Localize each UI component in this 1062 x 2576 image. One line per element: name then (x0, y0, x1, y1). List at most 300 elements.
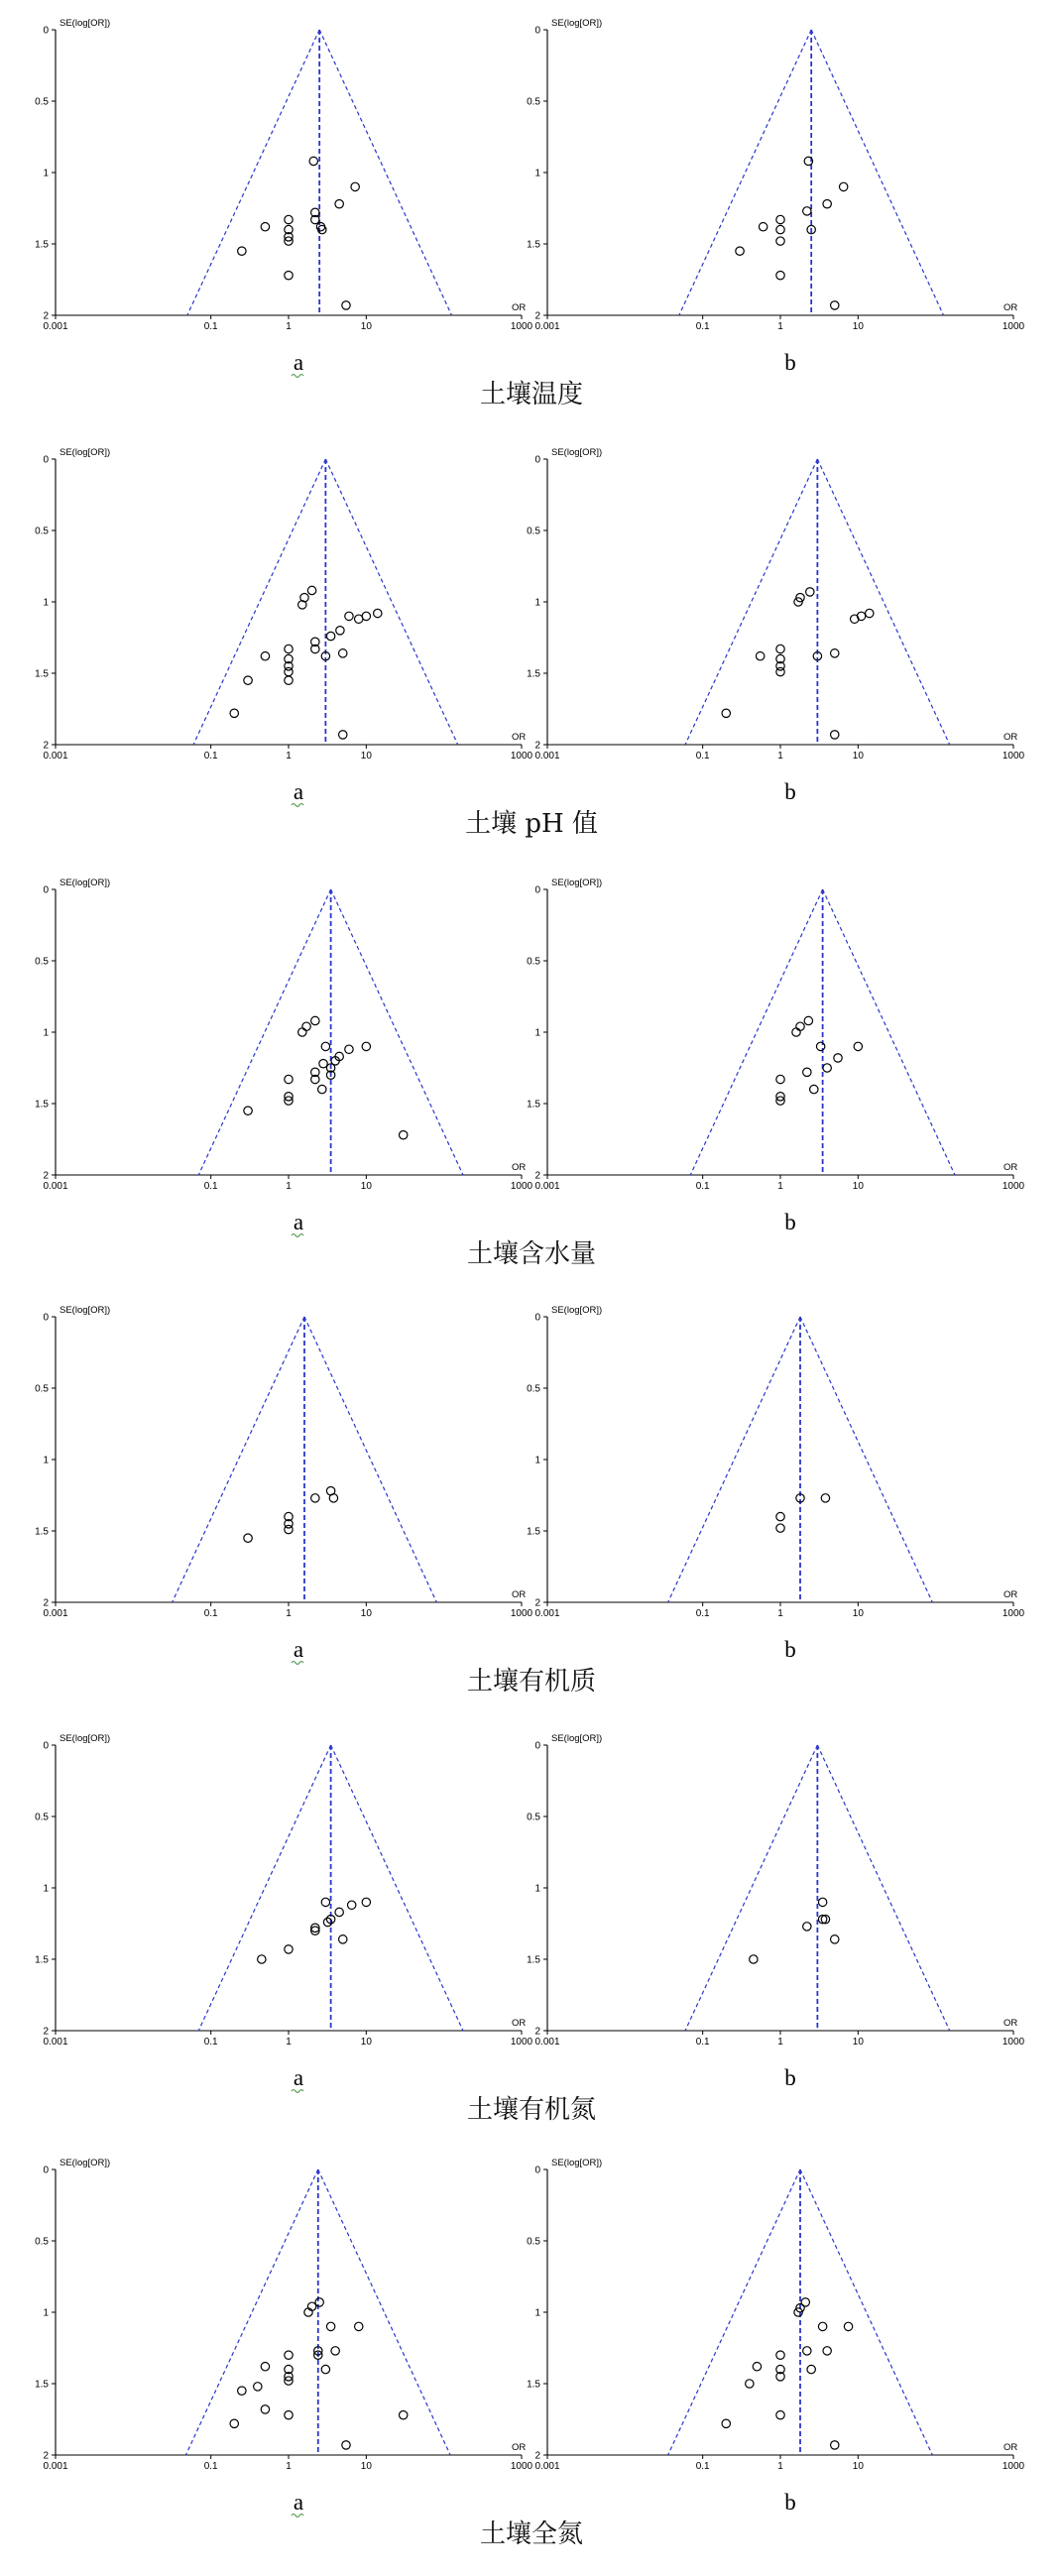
y-tick-label: 1 (43, 597, 49, 609)
x-tick-label: 10 (360, 2037, 372, 2048)
study-point (722, 2419, 730, 2427)
study-point (831, 731, 839, 739)
figure-row-title: 土壤全氮 (479, 2519, 584, 2549)
x-tick-label: 0.001 (534, 2037, 560, 2048)
study-point (807, 2365, 815, 2373)
study-point (804, 1016, 812, 1024)
x-axis-label: OR (512, 1589, 527, 1600)
y-axis-label: SE(log[OR]) (551, 447, 603, 458)
study-point (331, 2347, 339, 2355)
x-tick-label: 0.001 (43, 1608, 68, 1619)
panel-label: b (784, 2490, 796, 2515)
panel-label: a (293, 350, 304, 375)
x-tick-label: 0.1 (695, 2461, 710, 2472)
study-point (816, 1042, 824, 1050)
figure-row-title: 土壤有机氮 (466, 2095, 597, 2125)
panel-label: a (293, 779, 304, 804)
y-tick-label: 2 (43, 1170, 49, 1182)
y-tick-label: 1 (534, 168, 540, 179)
x-axis-label: OR (1003, 302, 1018, 313)
study-point (831, 301, 839, 309)
x-tick-label: 0.1 (203, 751, 218, 761)
y-tick-label: 2 (534, 2026, 540, 2038)
y-axis-label: SE(log[OR]) (59, 878, 111, 888)
funnel-plot-2-b (527, 447, 1024, 804)
x-axis-label: OR (1003, 2442, 1018, 2453)
study-point (339, 649, 347, 657)
y-tick-label: 0.5 (35, 1383, 49, 1395)
x-tick-label: 1 (286, 1181, 292, 1192)
x-tick-label: 1000 (1002, 751, 1025, 761)
x-tick-label: 10 (852, 2461, 864, 2472)
study-point (776, 1512, 784, 1520)
x-tick-label: 1 (286, 2461, 292, 2472)
funnel-right-limit (800, 1317, 932, 1602)
study-point (818, 2322, 826, 2330)
study-point (285, 2410, 293, 2418)
study-point (776, 237, 784, 245)
x-axis-label: OR (512, 302, 527, 313)
x-axis-label: OR (1003, 732, 1018, 743)
funnel-right-limit (331, 1745, 463, 2031)
study-point (866, 609, 874, 617)
x-tick-label: 0.1 (203, 321, 218, 332)
y-tick-label: 2 (43, 2450, 49, 2462)
y-tick-label: 2 (534, 2450, 540, 2462)
x-tick-label: 1 (777, 1181, 783, 1192)
x-tick-label: 1 (777, 2037, 783, 2048)
x-axis-label: OR (1003, 1162, 1018, 1173)
x-tick-label: 0.001 (534, 321, 560, 332)
funnel-plot-6-b (527, 2158, 1024, 2515)
study-point (831, 1935, 839, 1943)
y-tick-label: 1 (534, 1883, 540, 1895)
study-point (821, 1494, 829, 1502)
study-point (792, 1028, 800, 1036)
y-tick-label: 0 (534, 454, 540, 466)
y-tick-label: 0 (534, 25, 540, 37)
study-point (831, 2441, 839, 2449)
funnel-plot-6-a (35, 2158, 532, 2517)
study-point (345, 1045, 353, 1053)
study-point (750, 1955, 758, 1963)
y-tick-label: 0.5 (35, 526, 49, 537)
funnel-plot-2-a (35, 447, 532, 807)
y-tick-label: 0.5 (527, 526, 540, 537)
study-point (362, 1898, 370, 1906)
study-point (321, 2365, 329, 2373)
y-axis-label: SE(log[OR]) (59, 1733, 111, 1744)
study-point (342, 301, 350, 309)
study-point (776, 1075, 784, 1083)
study-point (803, 207, 811, 215)
y-tick-label: 1 (43, 168, 49, 179)
study-point (844, 2322, 852, 2330)
x-tick-label: 1000 (1002, 321, 1025, 332)
study-point (342, 2441, 350, 2449)
y-tick-label: 2 (534, 310, 540, 322)
y-tick-label: 1 (43, 2307, 49, 2319)
y-tick-label: 0 (43, 1312, 49, 1324)
study-point (339, 1935, 347, 1943)
x-tick-label: 0.1 (203, 1181, 218, 1192)
study-point (823, 1064, 831, 1072)
y-tick-label: 1 (534, 597, 540, 609)
study-point (315, 2298, 323, 2306)
study-point (355, 615, 363, 623)
funnel-plot-4-b (527, 1305, 1024, 1662)
y-tick-label: 0 (534, 884, 540, 896)
study-point (285, 667, 293, 675)
study-point (319, 1059, 327, 1067)
x-tick-label: 0.001 (43, 1181, 68, 1192)
study-point (351, 182, 359, 190)
x-tick-label: 0.1 (695, 1181, 710, 1192)
x-tick-label: 10 (360, 751, 372, 761)
x-tick-label: 10 (852, 751, 864, 761)
x-tick-label: 0.1 (695, 1608, 710, 1619)
panel-label: b (784, 2065, 796, 2090)
study-point (839, 182, 847, 190)
x-tick-label: 1 (777, 1608, 783, 1619)
x-tick-label: 10 (360, 1608, 372, 1619)
y-tick-label: 1.5 (527, 668, 540, 680)
y-tick-label: 0 (534, 2165, 540, 2176)
y-axis-label: SE(log[OR]) (59, 1305, 111, 1316)
x-axis-label: OR (1003, 2018, 1018, 2029)
y-tick-label: 0 (43, 884, 49, 896)
y-tick-label: 2 (534, 1170, 540, 1182)
x-tick-label: 1000 (510, 2461, 533, 2472)
funnel-right-limit (817, 459, 949, 745)
y-axis-label: SE(log[OR]) (551, 1733, 603, 1744)
x-axis-label: OR (1003, 1589, 1018, 1600)
y-axis-label: SE(log[OR]) (551, 878, 603, 888)
y-axis-label: SE(log[OR]) (551, 1305, 603, 1316)
y-tick-label: 1.5 (35, 1526, 49, 1538)
figure-row-title: 土壤含水量 (466, 1239, 597, 1269)
x-tick-label: 10 (360, 321, 372, 332)
x-tick-label: 1000 (510, 1608, 533, 1619)
funnel-plot-1-b (527, 18, 1024, 375)
y-tick-label: 2 (43, 310, 49, 322)
y-tick-label: 1.5 (527, 239, 540, 251)
x-tick-label: 0.001 (43, 321, 68, 332)
study-point (776, 667, 784, 675)
study-point (776, 644, 784, 652)
y-tick-label: 1.5 (527, 1954, 540, 1966)
x-tick-label: 1 (777, 751, 783, 761)
funnel-right-limit (811, 30, 943, 315)
y-tick-label: 0.5 (527, 1383, 540, 1395)
panel-label: a (293, 1210, 304, 1234)
study-point (823, 199, 831, 207)
x-tick-label: 1 (777, 2461, 783, 2472)
study-point (244, 676, 252, 684)
study-point (261, 652, 269, 660)
y-tick-label: 1.5 (35, 1099, 49, 1111)
x-tick-label: 10 (852, 321, 864, 332)
x-tick-label: 0.1 (203, 2461, 218, 2472)
study-point (374, 609, 382, 617)
study-point (776, 1524, 784, 1532)
x-tick-label: 1000 (510, 1181, 533, 1192)
study-point (803, 2347, 811, 2355)
x-tick-label: 1 (777, 321, 783, 332)
funnel-plot-1-a (35, 18, 532, 378)
study-point (238, 247, 246, 255)
study-point (285, 676, 293, 684)
y-axis-label: SE(log[OR]) (551, 2158, 603, 2168)
study-point (285, 1075, 293, 1083)
study-point (796, 1022, 804, 1030)
x-tick-label: 1000 (510, 751, 533, 761)
study-point (244, 1107, 252, 1114)
funnel-left-limit (185, 2169, 317, 2455)
x-tick-label: 10 (852, 1608, 864, 1619)
x-tick-label: 0.001 (43, 751, 68, 761)
y-tick-label: 0.5 (527, 956, 540, 968)
study-point (803, 1068, 811, 1076)
x-tick-label: 0.1 (203, 2037, 218, 2048)
funnel-right-limit (331, 889, 463, 1175)
y-tick-label: 2 (43, 2026, 49, 2038)
y-tick-label: 2 (534, 1597, 540, 1609)
x-tick-label: 1000 (1002, 1608, 1025, 1619)
study-point (318, 1085, 326, 1093)
study-point (261, 223, 269, 231)
study-point (244, 1534, 252, 1542)
y-tick-label: 1.5 (35, 668, 49, 680)
study-point (851, 615, 859, 623)
y-tick-label: 1.5 (527, 1099, 540, 1111)
x-axis-label: OR (512, 732, 527, 743)
y-tick-label: 0 (534, 1740, 540, 1752)
study-point (258, 1955, 266, 1963)
y-tick-label: 1 (43, 1027, 49, 1039)
y-tick-label: 0.5 (35, 96, 49, 108)
x-tick-label: 1000 (510, 321, 533, 332)
study-point (400, 2410, 408, 2418)
funnel-left-limit (198, 1745, 330, 2031)
funnel-right-limit (304, 1317, 436, 1602)
y-tick-label: 1 (534, 2307, 540, 2319)
x-tick-label: 0.1 (695, 751, 710, 761)
y-tick-label: 0.5 (35, 2236, 49, 2248)
x-tick-label: 0.001 (534, 1608, 560, 1619)
x-tick-label: 0.001 (43, 2461, 68, 2472)
x-axis-label: OR (512, 1162, 527, 1173)
funnel-right-limit (823, 889, 955, 1175)
study-point (806, 588, 814, 596)
study-point (746, 2380, 754, 2388)
x-axis-label: OR (512, 2442, 527, 2453)
funnel-plot-5-b (527, 1733, 1024, 2090)
funnel-right-limit (800, 2169, 932, 2455)
study-point (756, 652, 764, 660)
panel-label: b (784, 350, 796, 375)
x-tick-label: 0.1 (203, 1608, 218, 1619)
study-point (230, 2419, 238, 2427)
x-axis-label: OR (512, 2018, 527, 2029)
study-point (311, 1494, 319, 1502)
study-point (298, 1028, 306, 1036)
study-point (776, 2410, 784, 2418)
study-point (326, 2322, 334, 2330)
x-tick-label: 10 (852, 2037, 864, 2048)
study-point (326, 632, 334, 640)
x-tick-label: 10 (360, 1181, 372, 1192)
study-point (254, 2383, 262, 2391)
study-point (285, 215, 293, 223)
study-point (285, 2351, 293, 2359)
x-tick-label: 1 (286, 321, 292, 332)
study-point (261, 2363, 269, 2371)
study-point (321, 1898, 329, 1906)
funnel-left-limit (187, 30, 319, 315)
x-tick-label: 1000 (510, 2037, 533, 2048)
funnel-left-limit (668, 1317, 800, 1602)
panel-label: a (293, 2065, 304, 2090)
funnel-left-limit (685, 1745, 817, 2031)
x-tick-label: 10 (360, 2461, 372, 2472)
study-point (722, 709, 730, 717)
study-point (776, 225, 784, 233)
study-point (736, 247, 744, 255)
x-tick-label: 0.001 (534, 1181, 560, 1192)
x-tick-label: 0.001 (43, 2037, 68, 2048)
y-tick-label: 0.5 (35, 1812, 49, 1823)
x-tick-label: 0.001 (534, 751, 560, 761)
y-tick-label: 2 (534, 740, 540, 752)
study-point (309, 157, 317, 165)
y-tick-label: 0.5 (527, 96, 540, 108)
study-point (311, 1016, 319, 1024)
study-point (285, 1525, 293, 1533)
study-point (818, 1898, 826, 1906)
funnel-right-limit (319, 30, 451, 315)
study-point (302, 1022, 310, 1030)
study-point (823, 2347, 831, 2355)
funnel-right-limit (325, 459, 457, 745)
study-point (336, 627, 344, 635)
x-tick-label: 1000 (1002, 2037, 1025, 2048)
x-tick-label: 0.1 (695, 321, 710, 332)
y-tick-label: 1 (534, 1027, 540, 1039)
x-tick-label: 1000 (1002, 2461, 1025, 2472)
study-point (285, 644, 293, 652)
study-point (335, 199, 343, 207)
funnel-left-limit (668, 2169, 800, 2455)
panel-label: b (784, 779, 796, 804)
study-point (834, 1054, 842, 1062)
y-axis-label: SE(log[OR]) (59, 18, 111, 29)
study-point (362, 1042, 370, 1050)
figure-row-title: 土壤温度 (479, 380, 584, 410)
study-point (854, 1042, 862, 1050)
study-point (285, 1945, 293, 1953)
funnel-left-limit (679, 30, 811, 315)
x-tick-label: 1 (286, 1608, 292, 1619)
figure-row-title: 土壤有机质 (466, 1667, 597, 1697)
study-point (803, 1923, 811, 1931)
study-point (810, 1085, 818, 1093)
study-point (307, 586, 315, 594)
y-tick-label: 1 (43, 1883, 49, 1895)
study-point (329, 1494, 337, 1502)
y-tick-label: 1.5 (527, 1526, 540, 1538)
y-tick-label: 2 (43, 740, 49, 752)
funnel-plot-3-b (527, 878, 1024, 1234)
study-point (400, 1130, 408, 1138)
study-point (831, 649, 839, 657)
y-tick-label: 1.5 (35, 1954, 49, 1966)
y-tick-label: 1.5 (527, 2379, 540, 2391)
study-point (238, 2387, 246, 2395)
study-point (753, 2363, 761, 2371)
funnel-left-limit (198, 889, 330, 1175)
study-point (285, 271, 293, 279)
y-tick-label: 1 (534, 1455, 540, 1466)
y-tick-label: 0 (534, 1312, 540, 1324)
study-point (776, 215, 784, 223)
study-point (759, 223, 767, 231)
study-point (339, 731, 347, 739)
y-tick-label: 0.5 (527, 1812, 540, 1823)
y-tick-label: 0 (43, 1740, 49, 1752)
y-axis-label: SE(log[OR]) (551, 18, 603, 29)
funnel-right-limit (318, 2169, 450, 2455)
x-tick-label: 1000 (1002, 1181, 1025, 1192)
study-point (347, 1901, 355, 1909)
y-tick-label: 1.5 (35, 239, 49, 251)
funnel-left-limit (690, 889, 822, 1175)
y-tick-label: 0 (43, 2165, 49, 2176)
funnel-plot-4-a (35, 1305, 532, 1665)
y-axis-label: SE(log[OR]) (59, 447, 111, 458)
panel-label: a (293, 1637, 304, 1662)
panel-label: a (293, 2490, 304, 2515)
y-tick-label: 1 (43, 1455, 49, 1466)
y-tick-label: 0 (43, 25, 49, 37)
funnel-plot-3-a (35, 878, 532, 1237)
study-point (230, 709, 238, 717)
figure-row-title: 土壤 pH 值 (465, 809, 598, 839)
study-point (335, 1908, 343, 1916)
y-tick-label: 1.5 (35, 2379, 49, 2391)
y-tick-label: 0 (43, 454, 49, 466)
panel-label: b (784, 1210, 796, 1234)
y-tick-label: 0.5 (527, 2236, 540, 2248)
y-tick-label: 2 (43, 1597, 49, 1609)
y-axis-label: SE(log[OR]) (59, 2158, 111, 2168)
study-point (776, 271, 784, 279)
x-tick-label: 0.001 (534, 2461, 560, 2472)
funnel-right-limit (817, 1745, 949, 2031)
study-point (261, 2405, 269, 2413)
x-tick-label: 1 (286, 751, 292, 761)
funnel-left-limit (685, 459, 817, 745)
funnel-plot-5-a (35, 1733, 532, 2093)
study-point (355, 2322, 363, 2330)
study-point (776, 2351, 784, 2359)
x-tick-label: 0.1 (695, 2037, 710, 2048)
x-tick-label: 10 (852, 1181, 864, 1192)
study-point (321, 1042, 329, 1050)
x-tick-label: 1 (286, 2037, 292, 2048)
panel-label: b (784, 1637, 796, 1662)
y-tick-label: 0.5 (35, 956, 49, 968)
